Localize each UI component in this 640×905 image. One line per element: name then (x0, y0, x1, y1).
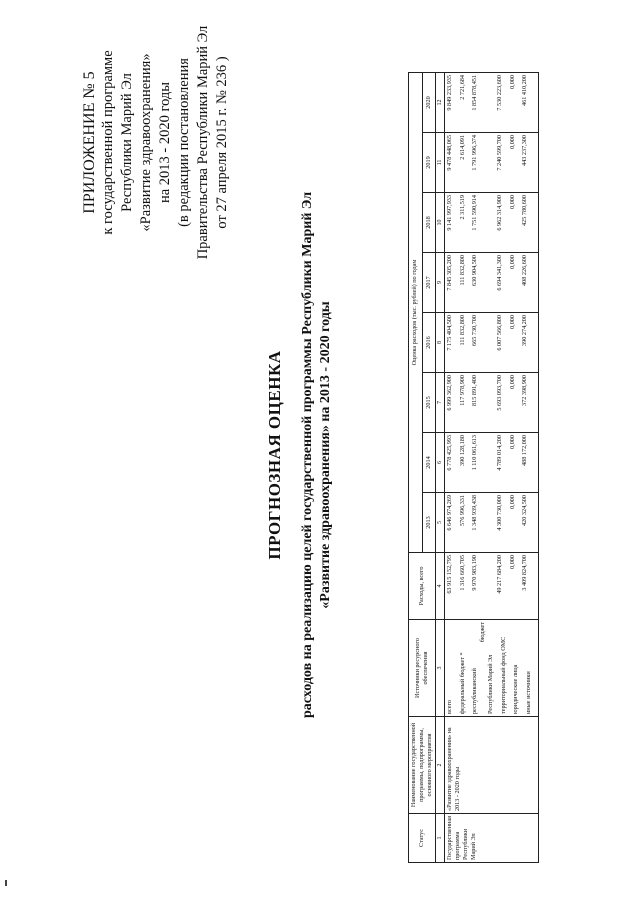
header-status: Статус (409, 814, 436, 863)
appendix-line: от 27 апреля 2015 г. № 236 ) (214, 56, 230, 229)
year-column-2016 (445, 313, 539, 373)
table-cell: 6 694 341,300 (496, 255, 503, 291)
source-label: всего (446, 700, 453, 714)
title-line: «Развитие здравоохранения» на 2013 - 2020 годы (318, 301, 333, 609)
table-cell: 3 409 824,700 (521, 555, 528, 591)
table-cell: 0,000 (508, 135, 516, 149)
source-label: бюджет (479, 622, 486, 643)
header-year: 2016 (422, 313, 436, 373)
table-cell: 9 970 983,190 (471, 555, 478, 591)
table-cell: 7 240 599,700 (496, 135, 503, 171)
column-number: 4 (436, 553, 445, 620)
table-cell: 6 778 425,993 (446, 435, 453, 471)
table-cell: 111 832,800 (458, 315, 466, 346)
table-cell: 1 110 061,613 (471, 435, 478, 471)
table-cell: 1 791 996,374 (471, 135, 478, 171)
table-cell: 0,000 (508, 555, 516, 569)
header-source: Источники ресурсного обеспечения (409, 620, 436, 717)
table-cell: 9 849 233,935 (446, 75, 453, 111)
table-cell: 2 721,684 (458, 75, 466, 100)
table-cell: 1 316 660,705 (458, 555, 466, 591)
source-label: республиканский (471, 668, 478, 714)
row-status: Государственная программа Республики Марий Эл (445, 814, 539, 863)
appendix-line: (в редакции постановления (176, 58, 192, 227)
table-cell: 9 478 448,065 (446, 135, 453, 171)
table-cell: 4 789 014,200 (496, 435, 503, 471)
column-number: 3 (436, 620, 445, 717)
source-label: Республики Марий Эл (487, 654, 494, 714)
table-cell: 49 217 684,200 (496, 555, 503, 594)
header-name: Наименование государственной программы, подпрограммы, основного мероприятия (409, 717, 436, 814)
header-year: 2015 (422, 373, 436, 433)
table-cell: 9 141 997,933 (446, 195, 453, 231)
source-label: территориальный фонд ОМС (499, 636, 507, 714)
year-column-2018 (445, 193, 539, 253)
year-column-2019 (445, 133, 539, 193)
total-column (445, 553, 539, 620)
table-cell: 665 730,700 (471, 315, 478, 346)
table-cell: 0,000 (508, 315, 516, 329)
table-cell: 0,000 (508, 495, 516, 509)
table-cell: 420 324,500 (521, 495, 528, 526)
table-cell: 390 274,200 (521, 315, 528, 346)
header-year: 2020 (422, 73, 436, 133)
document-title (265, 145, 335, 765)
year-column-2015 (445, 373, 539, 433)
header-estimate: Оценка расходов (тыс. рублей) по годам (409, 73, 423, 553)
table-cell: 117 978,900 (458, 375, 466, 406)
header-year: 2013 (422, 493, 436, 553)
header-year: 2019 (422, 133, 436, 193)
table-cell: 576 996,331 (458, 495, 466, 526)
header-year: 2014 (422, 433, 436, 493)
row-sources (445, 620, 539, 717)
header-total: Расходы, всего (409, 553, 436, 620)
table-cell: 6 646 974,269 (446, 495, 453, 531)
source-label: юридические лица (512, 664, 519, 714)
table-cell: 63 915 152,795 (446, 555, 453, 594)
column-number: 6 (436, 433, 445, 493)
table-cell: 111 832,800 (458, 255, 466, 286)
table-cell: 4 300 730,000 (496, 495, 503, 531)
table-cell: 815 891,400 (471, 375, 478, 406)
row-name: «Развитие здравоохранения» на 2013 - 2020 годы (445, 717, 539, 814)
table-cell: 6 962 314,900 (496, 195, 503, 231)
column-number: 11 (436, 133, 445, 193)
appendix-line: Правительства Республики Марий Эл (195, 25, 211, 260)
table-cell: 7 175 404,500 (446, 315, 453, 351)
table-cell: 488 172,000 (521, 435, 528, 466)
appendix-line: «Развитие здравоохранения» (138, 53, 154, 232)
column-number: 10 (436, 193, 445, 253)
year-column-2014 (445, 433, 539, 493)
title-line: расходов на реализацию целей государственной программы Республики Марий Эл (300, 191, 315, 719)
table-cell: 7 530 223,600 (496, 75, 503, 111)
title-main: ПРОГНОЗНАЯ ОЦЕНКА (265, 350, 284, 560)
header-year: 2018 (422, 193, 436, 253)
forecast-table (408, 72, 539, 863)
table-cell: 0,000 (508, 195, 516, 209)
table-cell: 6 007 566,800 (496, 315, 503, 351)
table-cell: 390 128,180 (458, 435, 466, 466)
table-cell: 408 226,600 (521, 255, 528, 286)
table-cell: 2 311,519 (458, 195, 466, 220)
source-label: федеральный бюджет * (458, 652, 466, 714)
table-cell: 630 904,500 (471, 255, 478, 286)
column-number: 9 (436, 253, 445, 313)
column-number: 1 (436, 814, 445, 863)
column-number: 2 (436, 717, 445, 814)
column-number: 5 (436, 493, 445, 553)
header-year: 2017 (422, 253, 436, 313)
source-label: иные источники (524, 671, 532, 714)
year-column-2020 (445, 73, 539, 133)
table-cell: 1 854 878,451 (471, 75, 478, 111)
table-cell: 5 693 093,700 (496, 375, 503, 411)
appendix-block (80, 10, 232, 275)
column-number: 12 (436, 73, 445, 133)
table-cell: 6 999 362,900 (446, 375, 453, 411)
appendix-line: Республики Марий Эл (119, 73, 135, 212)
table-cell: 425 780,600 (521, 195, 528, 226)
table-cell: 443 237,300 (521, 135, 528, 166)
table-cell: 1 348 939,438 (471, 495, 478, 531)
year-column-2013 (445, 493, 539, 553)
table-cell: 1 751 590,914 (471, 195, 478, 231)
table-cell: 7 845 305,200 (446, 255, 453, 291)
table-cell: 461 410,200 (521, 75, 528, 106)
column-number: 7 (436, 373, 445, 433)
column-number: 8 (436, 313, 445, 373)
year-column-2017 (445, 253, 539, 313)
table-cell: 0,000 (508, 375, 516, 389)
table-cell: 372 398,900 (521, 375, 528, 406)
scan-mark (5, 880, 7, 886)
appendix-line: на 2013 - 2020 годы (157, 81, 173, 204)
table-cell: 2 614,091 (458, 135, 466, 160)
table-row (445, 73, 539, 863)
appendix-heading: ПРИЛОЖЕНИЕ № 5 (81, 71, 98, 214)
table-cell: 0,000 (508, 255, 516, 269)
table-cell: 0,000 (508, 435, 516, 449)
appendix-line: к государственной программе (100, 50, 116, 235)
table-cell: 0,000 (508, 75, 516, 89)
